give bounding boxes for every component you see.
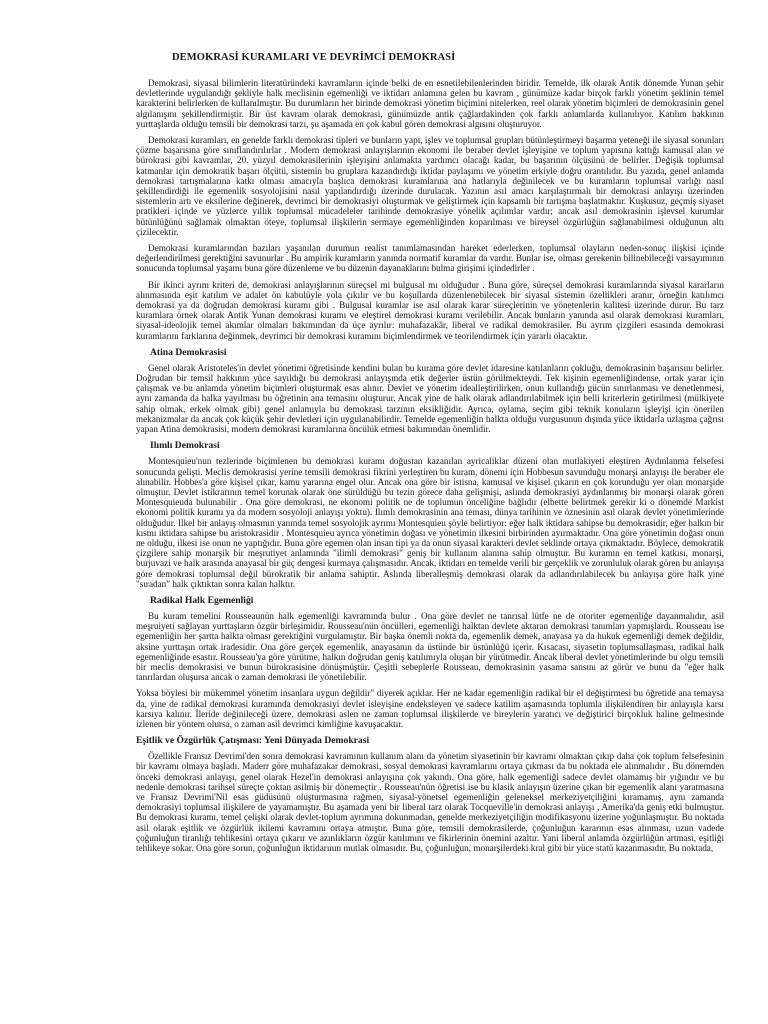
section-paragraph-radikal-1: Bu kuram temelini Rousseaunün halk egemenliği kavramında bulur . Ona göre devlet ne tanrısal lütfe ne de otoriter egemenliğe dayanmalıdır, asil meşruiyeti sağlayan yurttaşların özgür birleşimidir. Rousseau'nün öncülleri, egemenliği halktan devlete aktaran demokrasi tanımları yapmışlardı. Rousseau ise egemenliğin her şartta halkta olması gerektiğini vurgulamıştır. Bir başka önemli nokta da, egemenlik demek, anayasa ya da hukuk egemenliği demek değildir, aksine yurttaşın ortak iradesidir. Ona göre gerçek egemenlik, anayasanın da üstünde bir üstünlüğü içerir. Kısacası, siyasetin toplumsallaşması, radikal halk egemenliğinde esastır. Rousseau'ya göre yürütme, halkın doğrudan geniş katılımıyla oluşan bir yürütmedir. Ancak liberal devlet yönetimlerinde bu olgu temsili bir meclis demokrasisi ve bunun bürokrasisine dönüşmüştür. Çeşitli sebeplerle Rousseau, demokrasinin yasama sansını az görür ve bunu da "eğer halk tanrılardan oluşursa ancak o zaman demokrasi ile yönetilebilir. <box>136 610 724 683</box>
section-heading-atina: Atina Demokrasisi <box>150 346 227 358</box>
section-paragraph-atina: Genel olarak Aristoteles'in devlet yönetimi öğretisinde kendini bulan bu kurama göre devlet idaresine katılanların çokluğu, demokrasinin başarısını belirler. Doğrudan bir temsil hakkının yüce sayıldığı bu demokrasi anlayışında etik değerler üstün görülmekteydi. Tek kişinin egemenliğindense, ortak yarar için çalışmak ve bu anlamda yönetim biçimleri oluşturmak esas alınır. Devlet ve yönetim idealleştirilirken, onun kullandığı gücün sınırlanması ve denetlenmesi, aynı zamanda da halka yayılması bu öğretinin ana temasını oluşturur. Ancak yine de halk olarak adlandırılabilmek için belli kriterlerin getirilmesi (mülkiyete sahip olmak, erkek olmak gibi) genel anlamıyla bu demokrasi tarzının eksikliğidir. Ayrıca, oylama, seçim gibi teknik konuların işleyişi için önerilen mekanizmalar da ancak çok küçük şehir devletleri için uygulanabilirdir. Temelde egemenliğin halkta olduğu vurgusunun dışında yüce iktidarla uzlaşma çağrısı yapan Atina demokrasisi, modern demokrasi kuramlarına öncülük etmesi bakımından önemlidir. <box>136 362 724 435</box>
intro-paragraph-4: Bir ikinci ayrım kriteri de, demokrasi anlayışlarının süreçsel mi bulgusal mı olduğudur . Buna göre, süreçsel demokrasi kuramlarında siyasal kararların alınmasında eşit katılım ve adalet ön kabulüyle yola çıkılır ve bu koşullarda düzenlenebilecek bir siyasal sistemin özellikleri aranır, örneğin katılımcı demokrasi ya da doğrudan demokrasi kuramı gibi . Bulgusal kuramlar ise asıl olarak karar süreçlerinin ve yönetenlerin kalitesi üzerinde durur. Bu tarz kuramlara örnek olarak Antik Yunan demokrasi kuramı ve eleştirel demokrasi kuramı verilebilir. Ancak bunların yanında asıl olarak demokrasi kuramları, siyasal-ideolojik temel akımlar olmaları bakımından da üçe ayrılır: muhafazakâr, liberal ve radikal demokrasiler. Bu ayrım çizgileri esasında demokrasi kuramlarını farklarına değinmek, devrimci bir demokrasi kuramını biçimlendirmek ve teorilendirmek için yararlı olacaktır. <box>136 279 724 341</box>
intro-paragraph-3: Demokrasi kuramlarından bazıları yaşanılan durumun realist tanımlamasından hareket ederlerken, toplumsal olayların neden-sonuç ilişkisi içinde değerlendirilmesi gerektiğini savunurlar . Bu ampirik kuramların yanında normatif kuramlar da vardır. Bunlar ise, olması gerekenin bilinebileceği varsayımının sonucunda toplumsal yaşamı buna göre düzenleme ve bu düzenin dayanaklarını bulma girişimi içindedirler . <box>136 243 724 274</box>
section-paragraph-radikal-2: Yoksa böylesi bir mükemmel yönetim insanlara uygun değildir" diyerek açıklar. Her ne kadar egemenliğin radikal bir el değiştirmesi bu öğretide ana temaysa da, yine de radikal demokrasi kuramında demokrasiyi devlet isleyişine endeksleyen ve sadece katilim aşamasında toplumla ilişkilendiren bir anlayışla karsı karsıya kalınır. İleride değinileceği üzere, demokrasi aslen ne zaman toplumsal ilişkilerde ve bireylerin yaratıcı ve değiştirici birçokluk haline gelmesinde izlenen bir yöntem olursa, o zaman asil devrimci kimliğine kavuşacaktır. <box>136 688 724 729</box>
intro-paragraph-2: Demokrasi kuramları, en genelde farklı demokrasi tipleri ve bunların yapı, işlev ve toplumsal grupları bütünleştirmeyi başarma yeteneği ile siyasal sorunları çözme başarısına göre sınıflandırılırlar . Modern demokrasi anlayışlarının ekonomi ile beraber devlet işleyişine ve toplum yapısına kattığı kamusal alan ve bürokrasi gibi kavramlar, 20. yüzyıl demokrasilerinin işleyişini anlamakta yardımcı olacağı kadar, bu başarının ölçüsünü de belirler. Değişik toplumsal katmanlar için demokratik başarı ölçütü, sistemin bu gruplara kazandırdığı iktidar paylaşımı ve yönetim erkiyle doğru orantılıdır. Bu yazıda, genel anlamda demokrasi tartışmalarına katkı olması amacıyla başlıca demokrasi kuramlarına ana hatlarıyla değinilecek ve bu kuramların toplumsal varlığı nasıl şekillendirdiği ile egemenlik sosyolojisini nasıl yapılandırdığı üzerinde durulacak. Yazının asıl amacı karşılaştırmalı bir demokrasi anlayışı üzerinden sistemlerin artı ve eksilerine değinerek, devrimci bir demokrasiyi oluşturmak ve geliştirmek için kapsamlı bir tartışma başlatmaktır. Kuşkusuz, geçmiş siyaset pratikleri içinde ve yüzlerce yıllık toplumsal mücadeleler tarihinde demokrasiye yönelik açılımlar vardır; ancak asıl demokrasinin işlevsel kurumlar bütünlüğünü sağlamak olmaktan öteye, toplumsal ilişkilerin sermaye egemenliğinden koparılması ve bireysel özgürlüğün sağlanabilmesi olduğunun altı çizilecektir. <box>136 135 724 237</box>
section-paragraph-esitlik: Özellikle Fransız Devrimi'den sonra demokrasi kavramının kullanım alanı da yönetim siyasetinin bir kavramı olmaktan çıkıp daha çok toplum felsefesinin bir kavramı olmaya başladı. Maderr göre muhafazakar demokrasi, sosyal demokrasi kavramlarını ortaya çıkması da bu noktada ele alınmalıdır . Bu dönemden önceki demokrasi anlayışı, genel olarak Hezel'in demokrasi anlayışına çok yakındı. Ona göre, halk egemenliği sadece devlet olamamış bir yığındır ve bu nedenle demokrasi tarihsel süreçte çoktan asilmiş bir dönemeçtir . Rousseau'nün öğretisi ise bu klasik anlayışın üzerine çıkan bir egemenlik alanı yaratmasına ve Fransız Devrimi'Nil esas güdüsünü oluşturmasına rağmen, siyasal-yönetsel egemenliğin geleneksel merkeziyetçiliğini kıramamış, aynı zamanda demokrasiyi toplumsal ilişkilere de yayamamıştır. Bu aşamada yeni bir liberal tarz olarak Tocqueville'in demokrasi anlayışı , Amerika'da geniş etki bulmuştur. Bu demokrasi kuramı, temel çelişki olarak devlet-toplum ayrımına dokunmadan, genelde merkeziyetçiliğin modifikasyonu üzerine yoğunlaşmıştır. Bu noktada asil olarak eşitlik ve özgürlük ikilemi kavramını ortaya atmıştır. Buna göre, temsili demokrasilerde, çoğunluğun kararının esas alınması, uzun vadede çoğunluğun tiranlığı tehlikesini ortaya çıkarır ve azınlıkların özgür katılımını ve fikirlerinin önemini azaltır. Yani liberal anlamda özgürlüğün artması, eşitliği tehlikeye sokar. Ona göre sorun, çoğunluğun iktidarının mutlak olmasıdır. Bu, çoğunluğun, monarşilerdeki kral gibi bir yüce statü kazanmasıdır. Bu noktada, <box>136 751 724 853</box>
section-heading-ilimli: Ilımlı Demokrasi <box>150 440 220 452</box>
section-paragraph-ilimli: Montesquieu'nun tezlerinde biçimlenen bu demokrasi kuramı doğustan kazanılan ayricaliklar düzeni olan mutlakiyeti eleştiren Aydınlanma felsefesi sonucunda gelişti. Meclis demokrasisi yerine temsili demokrasi fikrini yerleştiren bu kuram, dönemi için Hobbesun savunduğu monarşi anlayışı ile beraber ele alınabilir. Hobbes'a göre kişisel çıkar, kamu yararına engel olur. Ancak ona göre bir istisna, kamusal ve kişisel çıkarın en çok korunduğu yer olan monarşide olmuştur. Devlet istikrarının temel korunak olarak öne sürüldüğü bu tezin görece daha gelişmişi, aslında demokrasiyi aydınlanmış bir monarşi olarak gören Montesquieuda bulunabilir . Ona göre demokrasi, ne ekonomi politik ne de toplumun önceliğine bağlıdır (elbette belirtmek gerekir ki o dönemde Markist ekonomi politik kuramı ya da modern sosyoloji anlayışı yoktu). Ilımlı demokrasinin ana teması, dünya tarihinin ve öznesinin asıl olarak devlet yönetimlerinde olduğudur. Ilkel bir anlayış olmasının yanında temel sosyolojik ayrımı Montesquieu şöyle belirtiyor: eğer halk iktidara sahipse bu demokrasidir, eğer halkın bir kısmı iktidara sahipse bu aristokrasidir . Montesquieu ayrıca yönetimin doğası ve yönetimin ilkesini birbirinden ayırmaktadır. Ona göre yönetimin doğası onun ne olduğu, ilkesi ise onun ne yaptığıdır. Buna göre egemen olan insan tipi ya da onun siyasal karakteri devlet seklinde ortaya çıkmaktadır. Böylece, demokratik çizgilere sahip monarşik bir meşrutiyet anlamında "ilimli demokrasi" geniş bir kullanım alanına sahip olmuştur. Bu kuramın en temel katkısı, monarşi, burjuvazi ve halk arasında anayasal bir güç dengesi kurmaya çalışmasıdır. Ancak, iktidarı en temelde verili bir gerçeklik ve zorunluluk olarak gören bu anlayışa göre demokrasi toplumsal değil bürokratik bir anlama sahiptir. Aslında liberalleşmiş demokrasi olarak da adlandırılabilecek bu anlayışa göre halk yine "sıradan" halk çıktıktan sonra kalan halktır. <box>136 456 724 589</box>
section-heading-esitlik: Eşitlik ve Özgürlük Çatışması: Yeni Dünyada Demokrasi <box>136 735 370 747</box>
document-title: DEMOKRASİ KURAMLARI VE DEVRİMCİ DEMOKRASİ <box>172 52 456 63</box>
section-heading-radikal: Radikal Halk Egemenliği <box>150 594 254 606</box>
intro-paragraph-1: Demokrasi, siyasal bilimlerin literatüründeki kavramların içinde belki de en esnetilebilenlerinden biridir. Temelde, ilk olarak Antik dönemde Yunan şehir devletlerinde uygulandığı şekliyle halk meclisinin egemenliği ve iktidarı anlamına gelen bu kavram , günümüze kadar birçok farklı yönetim şeklinin temel karakterini belirlerken de kullanılmıştır. Bu durumların her birinde demokrasi yönetim biçimini nitelerken, reel olarak yönetim biçimleri de demokrasinin genel algılanışını şekillendirmiştir. Bir üst kavram olarak demokrasi, günümüzde antik çağlardakinden çok farklı anlamlarda kullanılıyor. Katılım hakkının yurttaşlarda olduğu temsili bir demokrasi tarzı, şu aşamada en çok kabul gören demokrasi algısını oluşturuyor. <box>136 78 724 129</box>
